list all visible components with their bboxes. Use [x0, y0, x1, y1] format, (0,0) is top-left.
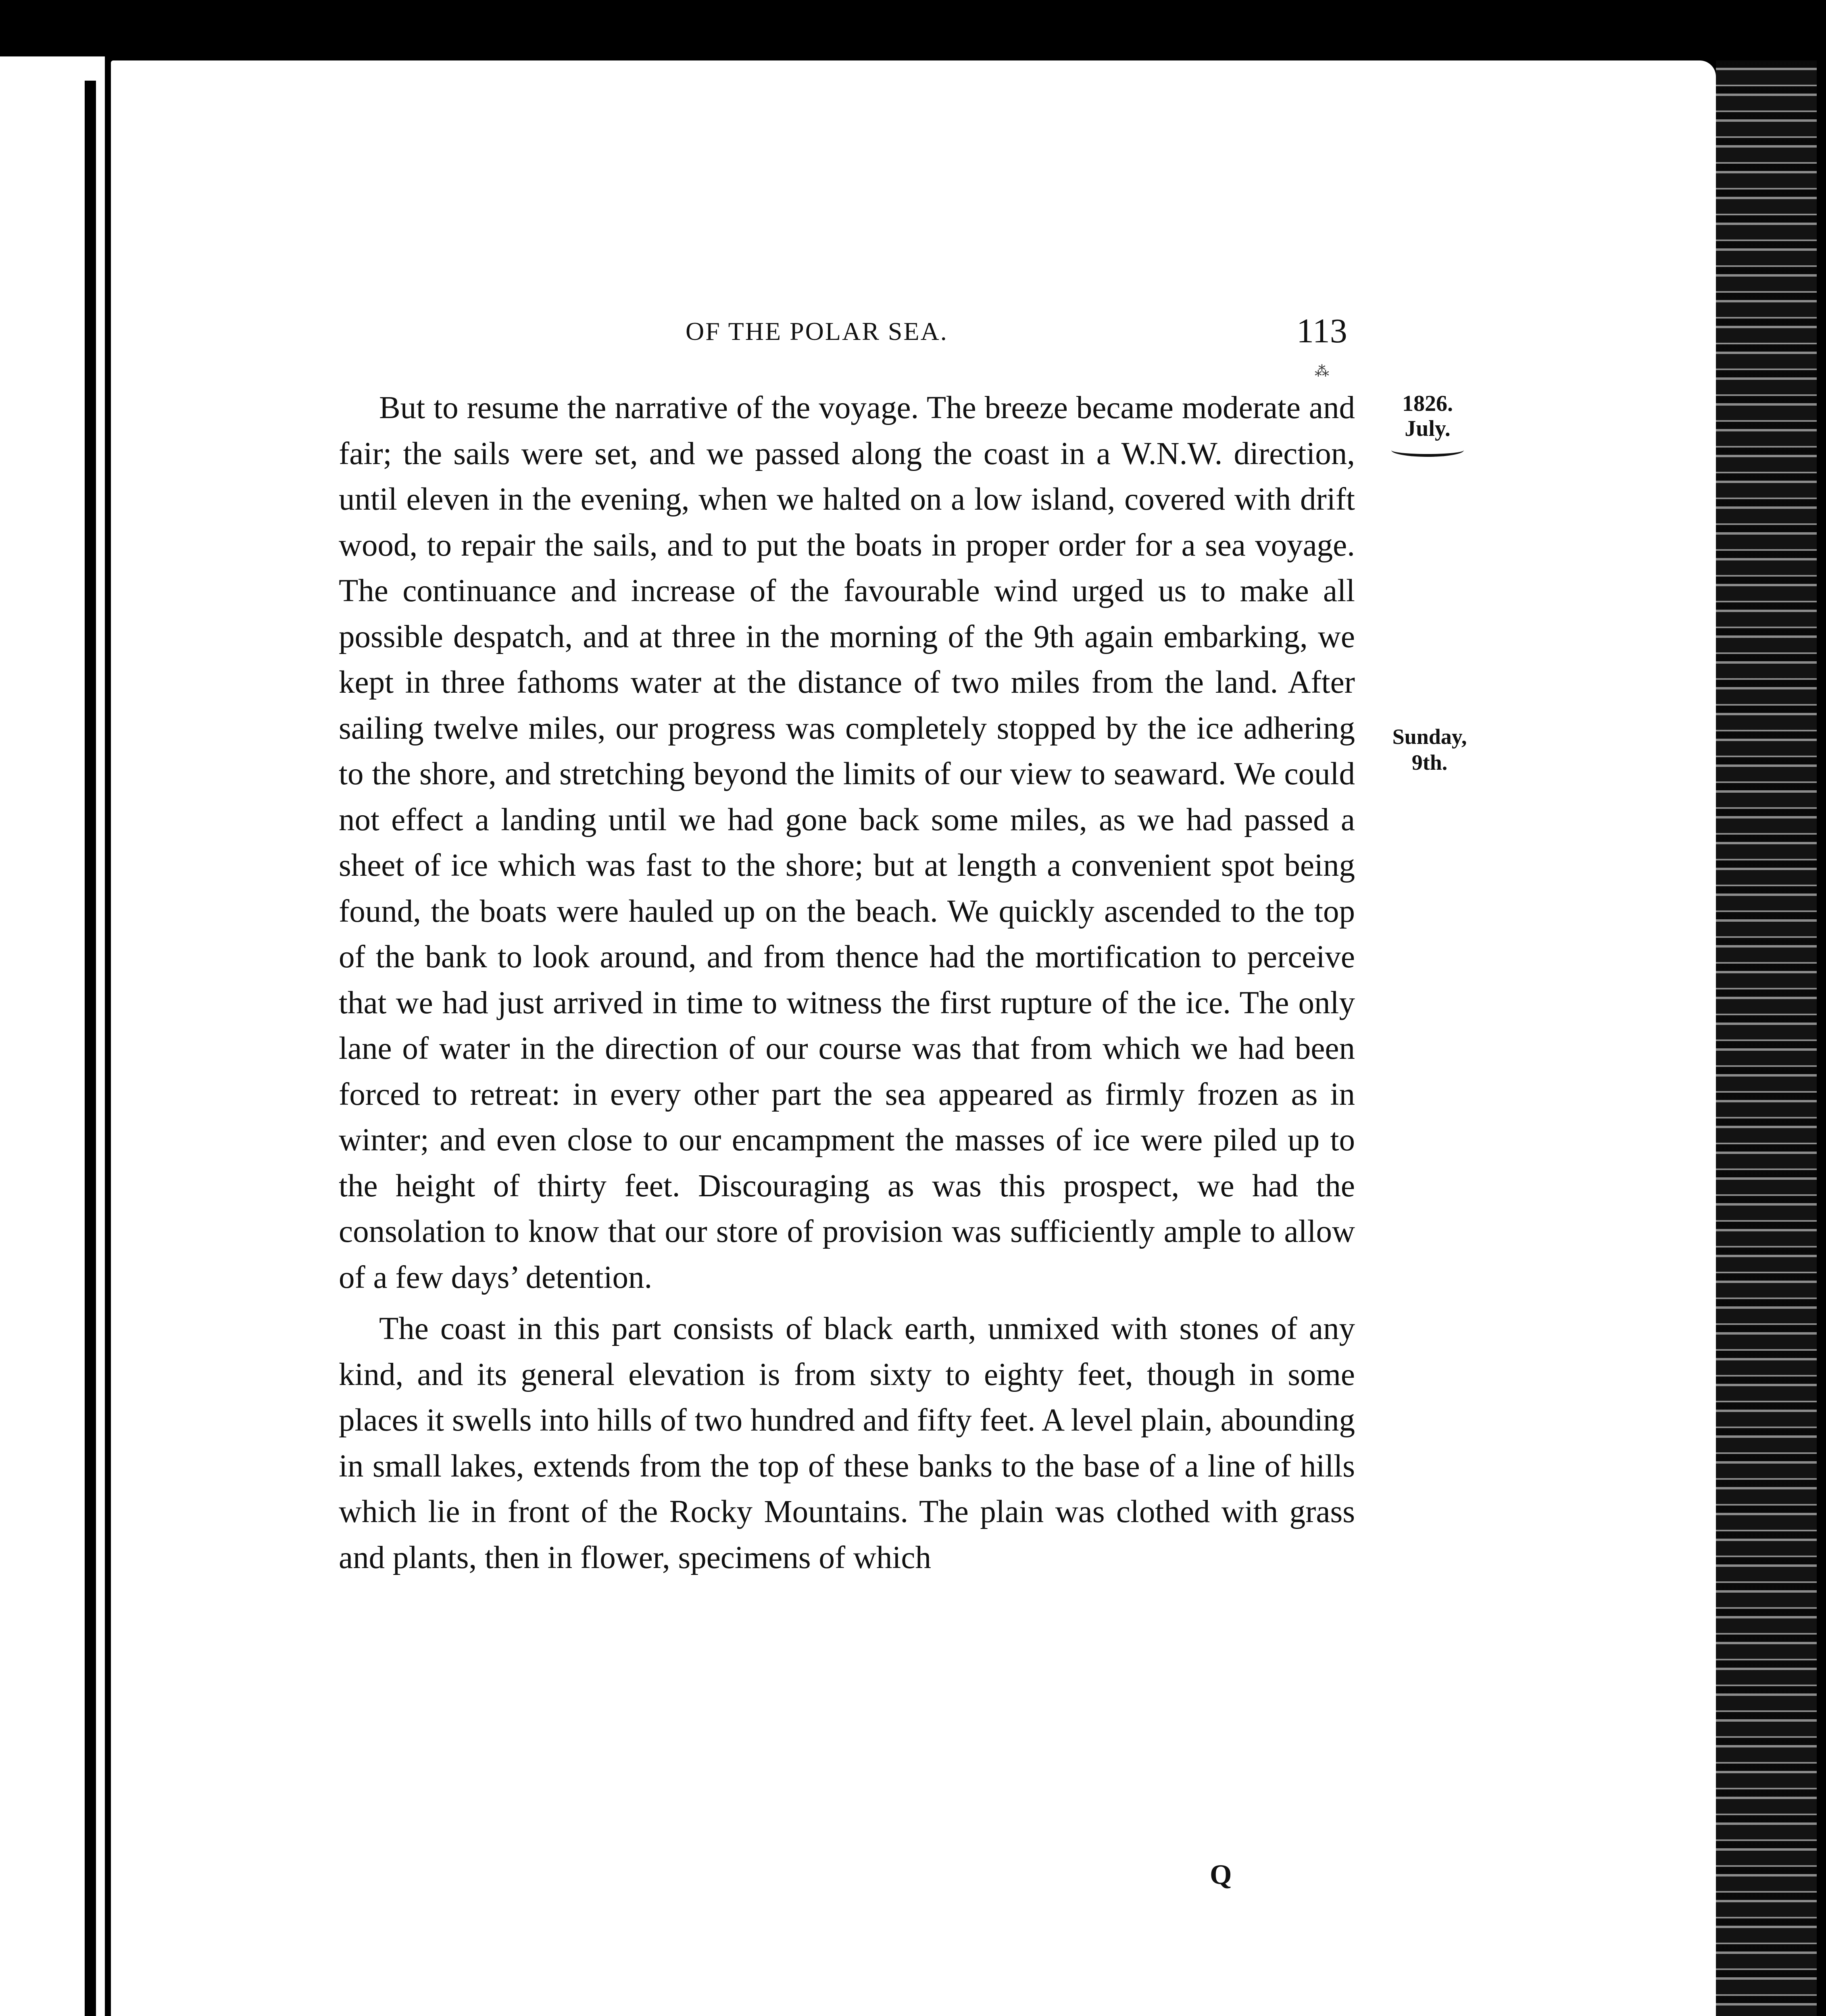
body-text — [339, 385, 1355, 1581]
margin-note-year: 1826. — [1402, 391, 1453, 416]
page-number: 113 — [1297, 311, 1347, 350]
margin-note-day — [1371, 724, 1488, 775]
paragraph-1: But to resume the narrative of the voyage. The breeze became moderate and fair; the sails were set, and we passed along the coast in a W.N.W. direction, until eleven in the evening, when we halted on a low island, covered with drift wood, to repair the sails, and to put the boats in proper order for a sea voyage. The continuance and increase of the favourable wind urged us to make all possible despatch, and at three in the morning of the 9th again embarking, we kept in three fathoms water at the distance of two miles from the land. After sailing twelve miles, our progress was completely stopped by the ice adhering to the shore, and stretching beyond the limits of our view to seaward. We could not effect a landing until we had gone back some miles, as we had passed a sheet of ice which was fast to the shore; but at length a convenient spot being found, the boats were hauled up on the beach. We quickly ascended to the top of the bank to look around, and from thence had the mortification to perceive that we had just arrived in time to witness the first rupture of the ice. The only lane of water in the direction of our course was that from which we had been forced to retreat: in every other part the sea appeared as firmly frozen as in winter; and even close to our encampment the masses of ice were piled up to the height of thirty feet. Discouraging as was this prospect, we had the consolation to know that our store of provision was sufficiently ample to allow of a few days’ detention. — [339, 390, 1355, 1295]
binding-shadow — [85, 81, 96, 2016]
adjacent-page-edge — [0, 56, 105, 2016]
margin-note-day-number: 9th. — [1411, 750, 1448, 775]
brace-mark — [1391, 444, 1464, 457]
margin-note-date — [1387, 391, 1468, 457]
signature-mark: Q — [1210, 1859, 1232, 1890]
running-head: OF THE POLAR SEA. — [686, 317, 948, 346]
right-page-edge — [1716, 60, 1817, 2016]
margin-note-month: July. — [1405, 416, 1451, 441]
margin-note-day-name: Sunday, — [1392, 725, 1467, 749]
ink-smudge: ⁂ — [1315, 363, 1329, 379]
paragraph-2: The coast in this part consists of black earth, unmixed with stones of any kind, and its general elevation is from sixty to eighty feet, though in some places it swells into hills of two hundred and fifty feet. A level plain, abounding in small lakes, extends from the top of these banks to the base of a line of hills which lie in front of the Rocky Mountains. The plain was clothed with grass and plants, then in flower, specimens of which — [339, 1311, 1355, 1575]
